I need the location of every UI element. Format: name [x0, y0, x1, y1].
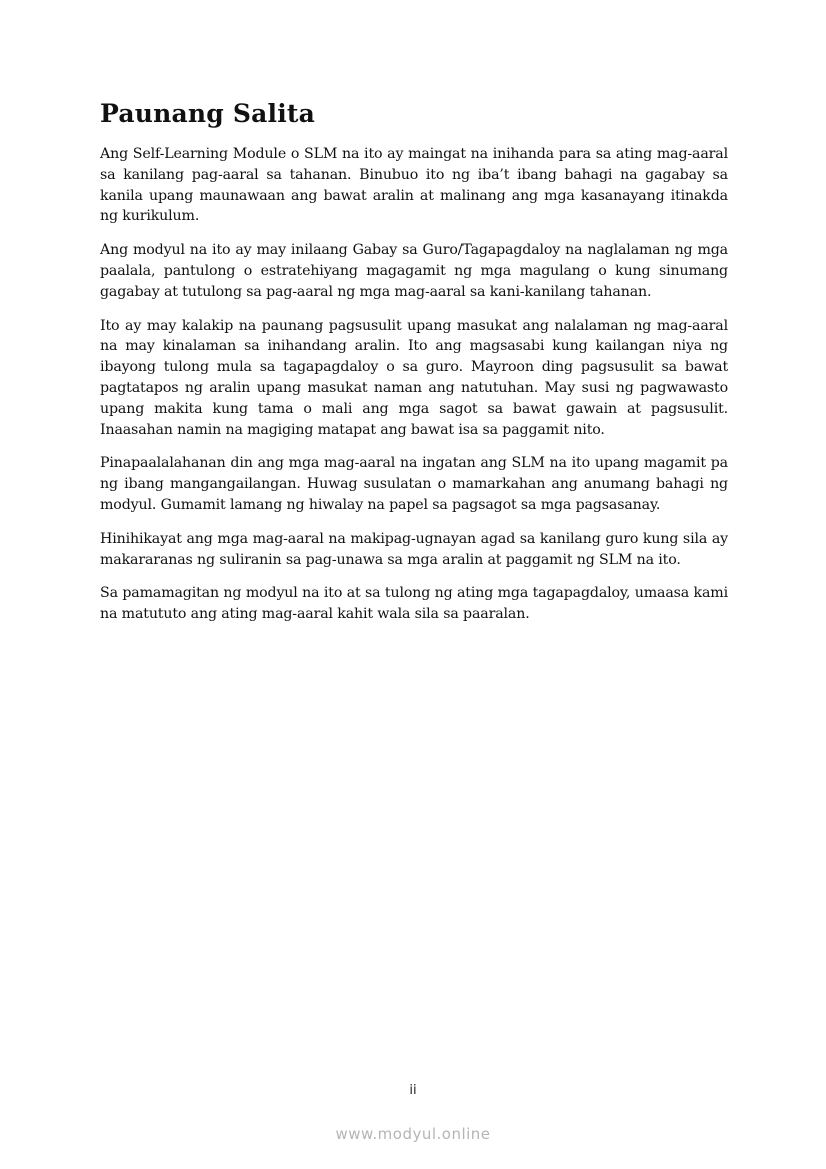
paragraph-5: Hinihikayat ang mga mag-aaral na makipag-ugnayan agad sa kanilang guro kung sila ay makararanas ng suliranin sa pag-unawa sa mga aralin at paggamit ng SLM na ito.: [100, 530, 728, 568]
paragraph-1: Ang Self-Learning Module o SLM na ito ay maingat na inihanda para sa ating mag-aaral sa kanilang pag-aaral sa tahanan. Binubuo ito ng iba’t ibang bahagi na gagabay sa kanila upang maunawaan ang bawat aralin at malinang ang mga kasanayang itinakda ng kurikulum.: [100, 146, 728, 225]
page-number: ii: [409, 1083, 417, 1098]
paragraph-4: Pinapaalalahanan din ang mga mag-aaral na ingatan ang SLM na ito upang magamit pa ng ibang mangangailangan. Huwag susulatan o mamarkahan ang anumang bahagi ng modyul. Gumamit lamang ng hiwalay na papel sa pagsagot sa mga pagsasanay.: [100, 455, 728, 513]
paragraph-2: Ang modyul na ito ay may inilaang Gabay sa Guro/Tagapagdaloy na naglalaman ng mga paalala, pantulong o estratehiyang magagamit ng mga magulang o kung sinumang gagabay at tutulong sa pag-aaral ng mga mag-aaral sa kani-kanilang tahanan.: [100, 242, 728, 300]
page-title: Paunang Salita: [100, 99, 316, 128]
page-content: [100, 98, 728, 638]
paragraph-3: Ito ay may kalakip na paunang pagsusulit upang masukat ang nalalaman ng mag-aaral na may kinalaman sa inihandang aralin. Ito ang magsasabi kung kailangan niya ng ibayong tulong mula sa tagapagdaloy o sa guro. Mayroon ding pagsusulit sa bawat pagtatapos ng aralin upang masukat naman ang natutuhan. May susi ng pagwawasto upang makita kung tama o mali ang mga sagot sa bawat gawain at pagsusulit. Inaasahan namin na magiging matapat ang bawat isa sa paggamit nito.: [100, 317, 728, 438]
watermark-text: www.modyul.online: [335, 1125, 491, 1143]
paragraph-6: Sa pamamagitan ng modyul na ito at sa tulong ng ating mga tagapagdaloy, umaasa kami na matututo ang ating mag-aaral kahit wala sila sa paaralan.: [100, 585, 728, 623]
